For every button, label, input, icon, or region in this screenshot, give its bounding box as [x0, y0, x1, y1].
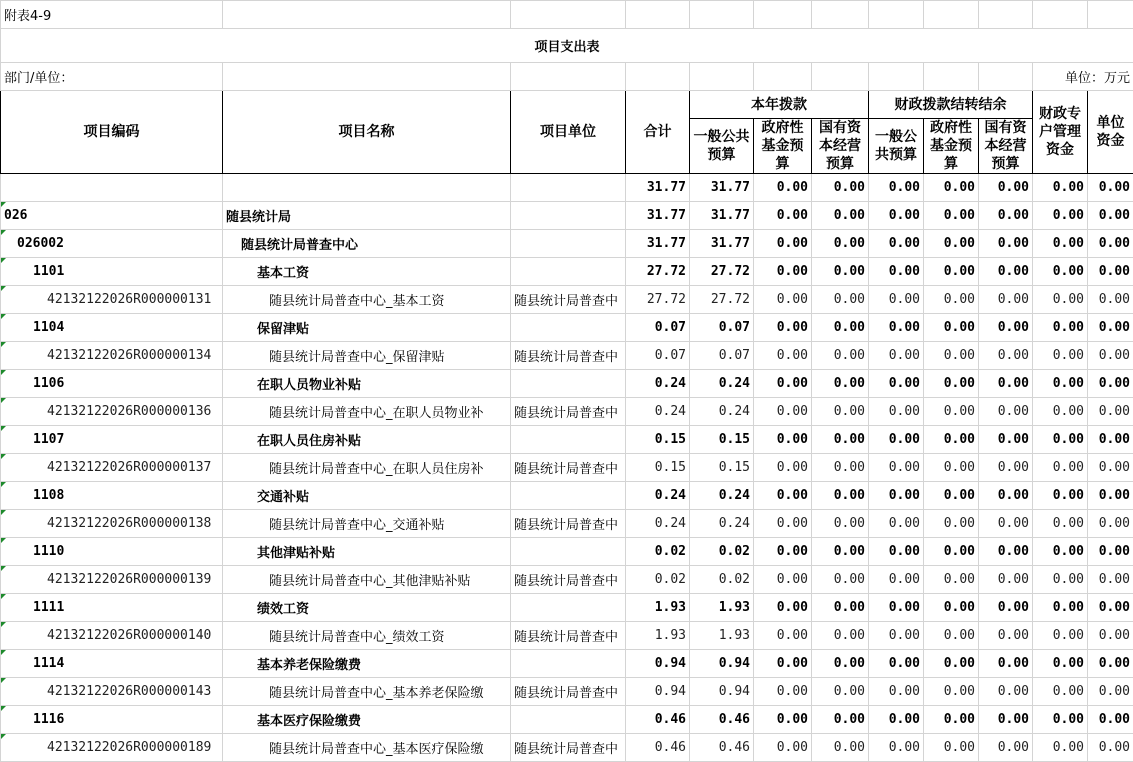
cell-value[interactable]: 0.00: [812, 510, 869, 538]
cell-value[interactable]: 27.72: [690, 286, 754, 314]
cell-value[interactable]: 0.00: [869, 650, 924, 678]
cell-value[interactable]: 0.00: [924, 174, 979, 202]
cell-value[interactable]: 0.07: [690, 314, 754, 342]
cell-value[interactable]: 0.00: [979, 538, 1033, 566]
cell-value[interactable]: 0.02: [626, 566, 690, 594]
cell-code[interactable]: 1106: [1, 370, 223, 398]
cell-value[interactable]: 0.00: [812, 398, 869, 426]
cell-name[interactable]: 基本医疗保险缴费: [223, 706, 511, 734]
cell-value[interactable]: 0.00: [1033, 482, 1088, 510]
cell-value[interactable]: 0.00: [812, 566, 869, 594]
cell-value[interactable]: 0.00: [924, 342, 979, 370]
cell-name[interactable]: 基本工资: [223, 258, 511, 286]
cell-value[interactable]: 0.00: [869, 454, 924, 482]
cell-value[interactable]: 0.00: [924, 370, 979, 398]
cell-unit[interactable]: [511, 706, 626, 734]
cell-value[interactable]: 0.00: [754, 734, 812, 762]
cell-unit[interactable]: 随县统计局普查中: [511, 734, 626, 762]
cell-value[interactable]: 0.46: [690, 706, 754, 734]
table-row: [1, 230, 1133, 258]
cell-code[interactable]: 026002: [1, 230, 223, 258]
cell-value[interactable]: 0.00: [812, 202, 869, 230]
cell-value[interactable]: 0.00: [979, 678, 1033, 706]
cell-value[interactable]: 0.00: [1088, 426, 1133, 454]
cell-value[interactable]: 1.93: [690, 594, 754, 622]
cell-value[interactable]: 0.00: [754, 678, 812, 706]
cell-value[interactable]: 0.00: [1088, 398, 1133, 426]
cell-value[interactable]: 0.00: [979, 622, 1033, 650]
cell-value[interactable]: 0.00: [754, 426, 812, 454]
cell-unit[interactable]: 随县统计局普查中: [511, 286, 626, 314]
cell-name[interactable]: 基本养老保险缴费: [223, 650, 511, 678]
cell-value[interactable]: 31.77: [626, 202, 690, 230]
cell-value[interactable]: 0.00: [924, 706, 979, 734]
cell-value[interactable]: 0.00: [1033, 426, 1088, 454]
cell-value[interactable]: 0.00: [979, 454, 1033, 482]
cell-value[interactable]: 0.00: [869, 230, 924, 258]
cell-value[interactable]: 0.00: [1033, 650, 1088, 678]
header-total: 合计: [626, 91, 690, 174]
cell-value[interactable]: 0.00: [1088, 566, 1133, 594]
cell-value[interactable]: 0.00: [812, 230, 869, 258]
header-state-capital: 国有资本经营预算: [812, 119, 869, 174]
cell-value[interactable]: 0.00: [924, 482, 979, 510]
cell-name[interactable]: 随县统计局普查中心_基本养老保险缴: [223, 678, 511, 706]
cell-code[interactable]: 1107: [1, 426, 223, 454]
cell-value[interactable]: 0.00: [754, 202, 812, 230]
cell-value[interactable]: 0.24: [626, 510, 690, 538]
table-title: 项目支出表: [1, 29, 1133, 63]
cell-value[interactable]: 0.24: [626, 398, 690, 426]
cell-value[interactable]: 0.00: [754, 650, 812, 678]
header-code: 项目编码: [1, 91, 223, 174]
cell-value[interactable]: 1.93: [626, 622, 690, 650]
header-state-capital-2: 国有资本经营预算: [979, 119, 1033, 174]
cell-value[interactable]: 0.00: [869, 678, 924, 706]
cell-value[interactable]: 0.00: [754, 594, 812, 622]
cell-unit[interactable]: 随县统计局普查中: [511, 342, 626, 370]
cell-name[interactable]: 随县统计局普查中心_基本医疗保险缴: [223, 734, 511, 762]
table-row: [1, 594, 1133, 622]
cell-value[interactable]: 0.00: [979, 230, 1033, 258]
cell-value[interactable]: 0.02: [626, 538, 690, 566]
cell-value[interactable]: 0.00: [1088, 594, 1133, 622]
cell-value[interactable]: 0.00: [1033, 566, 1088, 594]
cell-code[interactable]: 42132122026R000000189: [1, 734, 223, 762]
table-row: [1, 426, 1133, 454]
cell-value[interactable]: 0.00: [1033, 454, 1088, 482]
cell-unit[interactable]: [511, 370, 626, 398]
cell-value[interactable]: 0.00: [812, 650, 869, 678]
cell-code[interactable]: 42132122026R000000136: [1, 398, 223, 426]
cell-code[interactable]: 1108: [1, 482, 223, 510]
cell-value[interactable]: 0.00: [1033, 706, 1088, 734]
cell-value[interactable]: 0.00: [924, 286, 979, 314]
cell-value[interactable]: 0.00: [1088, 734, 1133, 762]
cell-unit[interactable]: [511, 482, 626, 510]
cell-unit[interactable]: [511, 650, 626, 678]
cell-unit[interactable]: 随县统计局普查中: [511, 678, 626, 706]
cell-value[interactable]: 0.00: [812, 622, 869, 650]
cell-value[interactable]: 0.00: [754, 622, 812, 650]
cell-code[interactable]: 42132122026R000000137: [1, 454, 223, 482]
cell-value[interactable]: 0.00: [812, 342, 869, 370]
cell-value[interactable]: 0.00: [1088, 370, 1133, 398]
cell-value[interactable]: 0.00: [1033, 370, 1088, 398]
cell-value[interactable]: 0.94: [690, 650, 754, 678]
cell-value[interactable]: 0.00: [869, 566, 924, 594]
cell-value[interactable]: 0.00: [754, 566, 812, 594]
cell-value[interactable]: 0.00: [754, 174, 812, 202]
cell-value[interactable]: 0.00: [979, 314, 1033, 342]
cell-code[interactable]: 1101: [1, 258, 223, 286]
cell-value[interactable]: 0.00: [869, 510, 924, 538]
sheet-label: 附表4-9: [1, 1, 223, 29]
cell-value[interactable]: 31.77: [690, 174, 754, 202]
cell-value[interactable]: 0.00: [754, 706, 812, 734]
cell-value[interactable]: 0.00: [812, 454, 869, 482]
cell-name[interactable]: 绩效工资: [223, 594, 511, 622]
cell-name[interactable]: 随县统计局普查中心_在职人员物业补: [223, 398, 511, 426]
table-row: [1, 538, 1133, 566]
header-name: 项目名称: [223, 91, 511, 174]
cell-value[interactable]: 0.00: [869, 594, 924, 622]
cell-value[interactable]: 0.00: [924, 398, 979, 426]
cell-code[interactable]: 1114: [1, 650, 223, 678]
cell-unit[interactable]: [511, 594, 626, 622]
cell-value[interactable]: 0.02: [690, 566, 754, 594]
header-unit: 项目单位: [511, 91, 626, 174]
cell-value[interactable]: 0.00: [979, 370, 1033, 398]
cell-value[interactable]: 0.00: [979, 202, 1033, 230]
header-gov-fund-2: 政府性基金预算: [924, 119, 979, 174]
cell-value[interactable]: 0.00: [754, 258, 812, 286]
cell-value[interactable]: 0.00: [1033, 734, 1088, 762]
dept-label: 部门/单位：: [1, 63, 223, 91]
cell-code[interactable]: 42132122026R000000143: [1, 678, 223, 706]
cell-value[interactable]: 0.00: [869, 202, 924, 230]
cell-unit[interactable]: [511, 314, 626, 342]
header-gov-fund: 政府性基金预算: [754, 119, 812, 174]
cell-value[interactable]: 0.02: [690, 538, 754, 566]
cell-value[interactable]: 0.00: [1033, 398, 1088, 426]
cell-value[interactable]: 0.00: [1033, 202, 1088, 230]
cell-value[interactable]: 0.00: [812, 734, 869, 762]
cell-value[interactable]: 0.00: [754, 230, 812, 258]
cell-code[interactable]: 42132122026R000000139: [1, 566, 223, 594]
cell-value[interactable]: 0.00: [812, 538, 869, 566]
table-row: [1, 482, 1133, 510]
cell-value[interactable]: 0.00: [754, 286, 812, 314]
header-unit-fund: 单位资金: [1088, 91, 1133, 174]
cell-name[interactable]: 其他津贴补贴: [223, 538, 511, 566]
cell-value[interactable]: 0.00: [1088, 510, 1133, 538]
cell-value[interactable]: 0.00: [869, 734, 924, 762]
cell-value[interactable]: 0.24: [690, 370, 754, 398]
cell-value[interactable]: 27.72: [690, 258, 754, 286]
cell-value[interactable]: 0.00: [1033, 314, 1088, 342]
cell-value[interactable]: 0.00: [1088, 650, 1133, 678]
cell-name[interactable]: 随县统计局普查中心_基本工资: [223, 286, 511, 314]
cell-value[interactable]: 0.00: [1088, 622, 1133, 650]
cell-value[interactable]: 0.00: [1033, 594, 1088, 622]
cell-value[interactable]: 0.24: [626, 370, 690, 398]
cell-value[interactable]: 0.46: [690, 734, 754, 762]
cell-value[interactable]: 0.00: [1033, 510, 1088, 538]
cell-code[interactable]: 42132122026R000000134: [1, 342, 223, 370]
cell-name[interactable]: 在职人员住房补贴: [223, 426, 511, 454]
cell-unit[interactable]: [511, 538, 626, 566]
cell-value[interactable]: 0.00: [869, 706, 924, 734]
cell-value[interactable]: 0.00: [754, 370, 812, 398]
cell-value[interactable]: 0.00: [754, 454, 812, 482]
cell-code[interactable]: 026: [1, 202, 223, 230]
cell-value[interactable]: 0.00: [812, 314, 869, 342]
cell-value[interactable]: 0.00: [1033, 286, 1088, 314]
cell-value[interactable]: 0.24: [690, 510, 754, 538]
cell-value[interactable]: 0.00: [869, 622, 924, 650]
table-row: [1, 314, 1133, 342]
cell-code[interactable]: 1111: [1, 594, 223, 622]
table-row: [1, 370, 1133, 398]
cell-unit[interactable]: [511, 174, 626, 202]
cell-value[interactable]: 0.00: [1088, 482, 1133, 510]
cell-value[interactable]: 0.00: [754, 398, 812, 426]
cell-value[interactable]: 0.00: [924, 566, 979, 594]
table-row: [1, 734, 1133, 762]
cell-value[interactable]: 0.00: [869, 314, 924, 342]
cell-value[interactable]: 0.00: [924, 426, 979, 454]
cell-value[interactable]: 0.15: [626, 454, 690, 482]
header-gen-public: 一般公共预算: [690, 119, 754, 174]
cell-unit[interactable]: 随县统计局普查中: [511, 510, 626, 538]
cell-value[interactable]: 0.00: [869, 482, 924, 510]
cell-value[interactable]: 0.00: [1088, 342, 1133, 370]
cell-code[interactable]: [1, 174, 223, 202]
cell-code[interactable]: 1104: [1, 314, 223, 342]
cell-value[interactable]: 0.00: [812, 174, 869, 202]
header-gen-public-2: 一般公共预算: [869, 119, 924, 174]
cell-value[interactable]: 0.94: [690, 678, 754, 706]
cell-value[interactable]: 0.00: [869, 370, 924, 398]
cell-value[interactable]: 0.00: [812, 594, 869, 622]
cell-value[interactable]: 0.15: [690, 426, 754, 454]
cell-value[interactable]: 0.00: [924, 454, 979, 482]
cell-value[interactable]: 0.07: [626, 342, 690, 370]
cell-value[interactable]: 0.00: [1033, 538, 1088, 566]
cell-value[interactable]: 0.00: [812, 286, 869, 314]
cell-unit[interactable]: [511, 258, 626, 286]
cell-name[interactable]: 随县统计局普查中心_在职人员住房补: [223, 454, 511, 482]
cell-value[interactable]: 0.94: [626, 678, 690, 706]
table-row: [1, 566, 1133, 594]
cell-value[interactable]: 0.00: [1088, 706, 1133, 734]
cell-value[interactable]: 0.00: [869, 426, 924, 454]
cell-value[interactable]: 0.00: [979, 482, 1033, 510]
cell-value[interactable]: 0.00: [924, 678, 979, 706]
cell-unit[interactable]: 随县统计局普查中: [511, 398, 626, 426]
table-row: [1, 650, 1133, 678]
cell-value[interactable]: 0.24: [690, 482, 754, 510]
cell-value[interactable]: 0.00: [1088, 230, 1133, 258]
cell-name[interactable]: 保留津贴: [223, 314, 511, 342]
cell-name[interactable]: 随县统计局: [223, 202, 511, 230]
cell-value[interactable]: 0.00: [1088, 286, 1133, 314]
cell-value[interactable]: 0.00: [754, 482, 812, 510]
cell-value[interactable]: 0.00: [979, 286, 1033, 314]
cell-value[interactable]: 0.00: [1088, 454, 1133, 482]
header-carryover: 财政拨款结转结余: [869, 91, 1033, 119]
table-row: [1, 622, 1133, 650]
cell-value[interactable]: 0.00: [924, 594, 979, 622]
header-current-year: 本年拨款: [690, 91, 869, 119]
cell-value[interactable]: 0.94: [626, 650, 690, 678]
cell-value[interactable]: 0.00: [924, 258, 979, 286]
cell-value[interactable]: 0.00: [1088, 538, 1133, 566]
cell-code[interactable]: 1116: [1, 706, 223, 734]
cell-value[interactable]: 0.07: [690, 342, 754, 370]
cell-value[interactable]: 0.00: [754, 538, 812, 566]
unit-label: 单位：万元: [1033, 63, 1133, 91]
cell-name[interactable]: 在职人员物业补贴: [223, 370, 511, 398]
cell-value[interactable]: 0.24: [626, 482, 690, 510]
cell-value[interactable]: 0.00: [979, 566, 1033, 594]
cell-value[interactable]: 0.00: [924, 230, 979, 258]
table-row: [1, 678, 1133, 706]
table-row: [1, 510, 1133, 538]
cell-value[interactable]: 0.00: [1033, 258, 1088, 286]
cell-value[interactable]: 0.00: [869, 286, 924, 314]
cell-value[interactable]: 0.00: [812, 482, 869, 510]
cell-value[interactable]: 0.00: [869, 342, 924, 370]
cell-value[interactable]: 0.00: [812, 426, 869, 454]
cell-value[interactable]: 0.07: [626, 314, 690, 342]
table-row: [1, 258, 1133, 286]
cell-value[interactable]: 0.00: [812, 370, 869, 398]
cell-value[interactable]: 0.00: [754, 510, 812, 538]
cell-unit[interactable]: 随县统计局普查中: [511, 622, 626, 650]
cell-value[interactable]: 31.77: [690, 202, 754, 230]
cell-value[interactable]: 0.00: [924, 510, 979, 538]
cell-name[interactable]: 随县统计局普查中心_交通补贴: [223, 510, 511, 538]
cell-unit[interactable]: [511, 426, 626, 454]
cell-value[interactable]: 27.72: [626, 286, 690, 314]
cell-code[interactable]: 42132122026R000000138: [1, 510, 223, 538]
cell-value[interactable]: 0.00: [924, 650, 979, 678]
cell-value[interactable]: 1.93: [690, 622, 754, 650]
cell-value[interactable]: 0.00: [979, 426, 1033, 454]
cell-code[interactable]: 1110: [1, 538, 223, 566]
cell-unit[interactable]: [511, 202, 626, 230]
header-special-fund: 财政专户管理资金: [1033, 91, 1088, 174]
cell-value[interactable]: 0.00: [924, 202, 979, 230]
table-row: [1, 454, 1133, 482]
cell-value[interactable]: 0.00: [979, 258, 1033, 286]
cell-value[interactable]: 0.00: [754, 314, 812, 342]
table-row: [1, 286, 1133, 314]
cell-value[interactable]: 0.00: [924, 314, 979, 342]
cell-value[interactable]: 0.00: [1033, 174, 1088, 202]
cell-unit[interactable]: [511, 230, 626, 258]
cell-unit[interactable]: 随县统计局普查中: [511, 454, 626, 482]
cell-value[interactable]: 0.15: [690, 454, 754, 482]
cell-value[interactable]: 27.72: [626, 258, 690, 286]
cell-value[interactable]: 0.00: [1088, 174, 1133, 202]
cell-name[interactable]: 随县统计局普查中心_绩效工资: [223, 622, 511, 650]
cell-value[interactable]: 0.00: [812, 258, 869, 286]
cell-value[interactable]: 0.00: [979, 650, 1033, 678]
cell-value[interactable]: 0.00: [869, 398, 924, 426]
cell-value[interactable]: 0.15: [626, 426, 690, 454]
table-row: [1, 706, 1133, 734]
cell-code[interactable]: 42132122026R000000131: [1, 286, 223, 314]
cell-value[interactable]: 0.00: [869, 258, 924, 286]
cell-value[interactable]: 0.24: [690, 398, 754, 426]
cell-name[interactable]: 随县统计局普查中心: [223, 230, 511, 258]
cell-value[interactable]: 0.00: [1088, 678, 1133, 706]
cell-value[interactable]: 0.00: [979, 510, 1033, 538]
cell-value[interactable]: 0.00: [1088, 258, 1133, 286]
cell-name[interactable]: 随县统计局普查中心_保留津贴: [223, 342, 511, 370]
cell-value[interactable]: 0.00: [1033, 678, 1088, 706]
cell-value[interactable]: 0.00: [869, 538, 924, 566]
cell-value[interactable]: 0.00: [979, 706, 1033, 734]
cell-value[interactable]: 0.00: [1088, 314, 1133, 342]
cell-value[interactable]: 0.00: [1033, 230, 1088, 258]
cell-name[interactable]: 随县统计局普查中心_其他津贴补贴: [223, 566, 511, 594]
cell-value[interactable]: 0.00: [1088, 202, 1133, 230]
cell-value[interactable]: 0.00: [924, 734, 979, 762]
cell-value[interactable]: 0.00: [924, 622, 979, 650]
cell-value[interactable]: 0.46: [626, 706, 690, 734]
cell-name[interactable]: [223, 174, 511, 202]
cell-value[interactable]: 31.77: [626, 230, 690, 258]
cell-value[interactable]: 31.77: [626, 174, 690, 202]
cell-value[interactable]: 0.00: [1033, 622, 1088, 650]
cell-code[interactable]: 42132122026R000000140: [1, 622, 223, 650]
cell-value[interactable]: 0.00: [979, 342, 1033, 370]
cell-value[interactable]: 0.00: [924, 538, 979, 566]
cell-value[interactable]: 0.00: [812, 706, 869, 734]
cell-value[interactable]: 31.77: [690, 230, 754, 258]
cell-value[interactable]: 0.00: [979, 174, 1033, 202]
cell-name[interactable]: 交通补贴: [223, 482, 511, 510]
cell-value[interactable]: 0.00: [979, 594, 1033, 622]
table-row: [1, 174, 1133, 202]
cell-value[interactable]: 0.00: [754, 342, 812, 370]
table-row: [1, 202, 1133, 230]
cell-value[interactable]: 0.46: [626, 734, 690, 762]
table-row: [1, 342, 1133, 370]
cell-value[interactable]: 1.93: [626, 594, 690, 622]
cell-value[interactable]: 0.00: [812, 678, 869, 706]
cell-unit[interactable]: 随县统计局普查中: [511, 566, 626, 594]
cell-value[interactable]: 0.00: [979, 734, 1033, 762]
cell-value[interactable]: 0.00: [979, 398, 1033, 426]
cell-value[interactable]: 0.00: [869, 174, 924, 202]
table-row: [1, 398, 1133, 426]
cell-value[interactable]: 0.00: [1033, 342, 1088, 370]
